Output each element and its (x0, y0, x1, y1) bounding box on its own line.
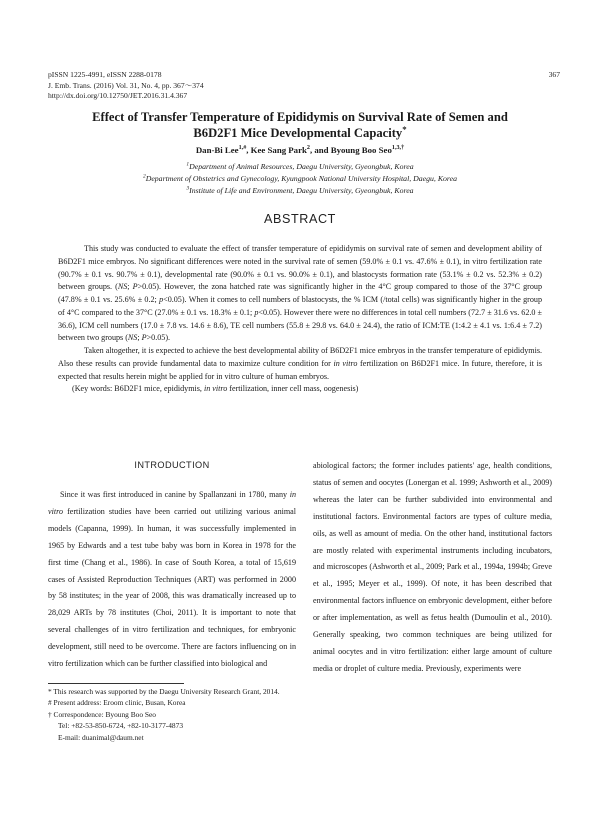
paper-title (30, 109, 570, 141)
footnote-email[interactable]: E-mail: duanimal@daum.net (58, 732, 144, 742)
abstract-text: This study was conducted to evaluate the effect of transfer temperature of epididymis on survival rate of semen and development ability of B6D2F1 mice embryos. No significant differences were noted in the survival rate of semen (59.0% ± 0.1 vs. 47.6% ± 0.1), in vitro fertilization rate (90.7% ± 0.1 vs. 90.7% ± 0.1), developmental rate (90.0% ± 0.1 vs. 90.0% ± 0.1), and blastocysts formation rate (53.1% ± 0.2 vs. 52.3% ± 0.2) between groups. ( (58, 244, 542, 292)
affiliation-1 (30, 161, 570, 173)
keywords (58, 383, 542, 396)
citation-line: J. Emb. Trans. (2016) Vol. 31, No. 4, pp. 367～374 (48, 80, 204, 90)
abstract-italic: P (132, 282, 138, 292)
author-list (30, 145, 570, 155)
title-line-2 (30, 125, 570, 141)
abstract-text: >0.05). (146, 333, 171, 343)
abstract-italic: p (254, 307, 259, 317)
abstract-body (58, 243, 542, 396)
footnotes (48, 686, 280, 743)
abstract-italic: NS (117, 282, 128, 292)
page-number: 367 (548, 70, 560, 79)
footnote-correspondence: † Correspondence: Byoung Boo Seo (48, 709, 156, 719)
footnote-present-address: # Present address: Eroom clinic, Busan, Korea (48, 698, 186, 708)
abstract-text: ; (127, 282, 133, 292)
keywords-italic: in vitro (203, 384, 228, 394)
footnote-funding: * This research was supported by the Daegu University Research Grant, 2014. (48, 687, 280, 696)
issn-line: pISSN 1225-4991, eISSN 2288-0178 (48, 70, 162, 79)
author-3: , and Byoung Boo Seo (309, 145, 392, 155)
introduction-heading: INTRODUCTION (134, 460, 210, 470)
affiliation-3-num: 3 (186, 185, 190, 192)
affiliation-2 (30, 173, 570, 185)
journal-header (48, 70, 204, 102)
footnote-telephone: Tel: +82-53-850-6724, +82-10-3177-4873 (58, 721, 184, 731)
abstract-text: fertilization on B6D2F1 mice. In future, therefore, it is expected that results herein might be applied for in vitro culture of human embryos. (58, 358, 542, 381)
abstract-text: >0.05). However, the zona hatched rate was significantly higher in the 4°C group compared to those of the 37°C group (47.8% ± 0.1 vs. 25.6% ± 0.2; (58, 282, 542, 304)
affiliation-1-text: Department of Animal Resources, Daegu University, Gyeongbuk, Korea (189, 162, 414, 171)
abstract-italic: p (159, 295, 164, 304)
title-footnote-mark: * (402, 123, 407, 134)
keywords-text: fertilization, inner cell mass, oogenesis) (227, 384, 359, 394)
introduction-left-column (48, 487, 296, 673)
introduction-paragraph (48, 487, 296, 673)
introduction-right-column (313, 458, 552, 678)
author-3-sup: 1,3,† (391, 145, 405, 152)
abstract-text: Taken altogether, it is expected to achieve the best developmental ability of B6D2F1 mice embryos in the transfer temperature of epididymis. Also these results can provide fundamental data to maximize culture condition for (58, 346, 542, 368)
keywords-text: (Key words: B6D2F1 mice, epididymis, (72, 384, 204, 394)
doi-link[interactable]: http://dx.doi.org/10.12750/JET.2016.31.4.367 (48, 91, 188, 101)
intro-italic: in vitro (48, 490, 296, 516)
abstract-italic: in vitro (333, 358, 358, 368)
affiliation-2-num: 2 (142, 173, 146, 180)
author-1: Dan-Bi Lee (195, 145, 239, 155)
abstract-heading: ABSTRACT (264, 212, 336, 226)
affiliation-3-text: Institute of Life and Environment, Daegu University, Gyeongbuk, Korea (189, 186, 414, 195)
title-line-1: Effect of Transfer Temperature of Epididymis on Survival Rate of Semen and (92, 110, 508, 124)
abstract-text: ; (137, 333, 142, 343)
author-2-sup: 2 (306, 145, 310, 152)
author-2: , Kee Sang Park (246, 145, 307, 155)
title-line-2-text: B6D2F1 Mice Developmental Capacity (193, 126, 403, 140)
intro-text: fertilization studies have been carried out utilizing various animal models (Capanna, 1999). In human, it was successfully implemented in 1965 by Edwards and a test tube baby was born in Korea in 1978 for the first time (Chang et al., 1986). In case of South Korea, a total of 15,619 cases of Assisted Reproduction Techniques (ART) was performed in 2000 by 58 institutes; in the year of 2008, this was dramatically increased up to 28,029 ARTs by 78 institutes (Choi, 2011). It is important to note that several challenges of in vitro fertilization and techniques, for embryonic development, still need to be overcome. There are factors influencing on in vitro fertilization which can be further classified into biological and (48, 506, 296, 669)
affiliation-1-num: 1 (186, 161, 190, 168)
intro-text: Since it was first introduced in canine by Spallanzani in 1780, many (60, 490, 290, 499)
abstract-text: <0.05). However there were no differences in total cell numbers (72.7 ± 31.6 vs. 62.0 ± 36.6), ICM cell numbers (17.0 ± 7.8 vs. 14.6 ± 8.6), TE cell numbers (55.8 ± 29.8 vs. 64.0 ± 24.4), the ratio of ICM:TE (1:4.2 ± 4.1 vs. 1:6.4 ± 7.2) between two groups ( (58, 307, 542, 343)
abstract-italic: NS (127, 333, 138, 343)
abstract-paragraph-2 (58, 345, 542, 383)
footnote-divider (48, 683, 184, 684)
abstract-paragraph-1 (58, 243, 542, 345)
affiliation-2-text: Department of Obstetrics and Gynecology, Kyungpook National University Hospital, Daegu, Korea (145, 174, 458, 183)
affiliations (30, 161, 570, 197)
abstract-text: <0.05). When it comes to cell numbers of blastocysts, the % ICM (/total cells) was significantly higher in the group of 4°C compared to the 37°C (27.0% ± 0.1 vs. 18.3% ± 0.1; (58, 295, 542, 317)
author-1-sup: 1,# (238, 145, 247, 152)
introduction-paragraph-continued: abiological factors; the former includes patients' age, health conditions, status of semen and oocytes (Lonergan et al. 1999; Ashworth et al., 2009) whereas the later can be further subdivided into environmental and institutional factors. Environmental factors are types of culture media, oils, as well as amount of media. On the other hand, institutional factors are mostly related with experimental instruments including incubators, and microscopes (Ashworth et al., 2009; Park et al., 1994a, 1994b; Greve et al., 1995; Meyer et al., 1999). Of note, it has been described that environmental factors influence on embryonic development, either before or after implementation, as well as fetus health (Dumoulin et al., 2010). Generally speaking, two common techniques are being utilized for animal oocytes and in vitro fertilization: either large amount of culture media or droplet of culture media. Previously, experiments were (313, 461, 552, 673)
affiliation-3 (30, 185, 570, 197)
abstract-italic: P (141, 333, 147, 343)
